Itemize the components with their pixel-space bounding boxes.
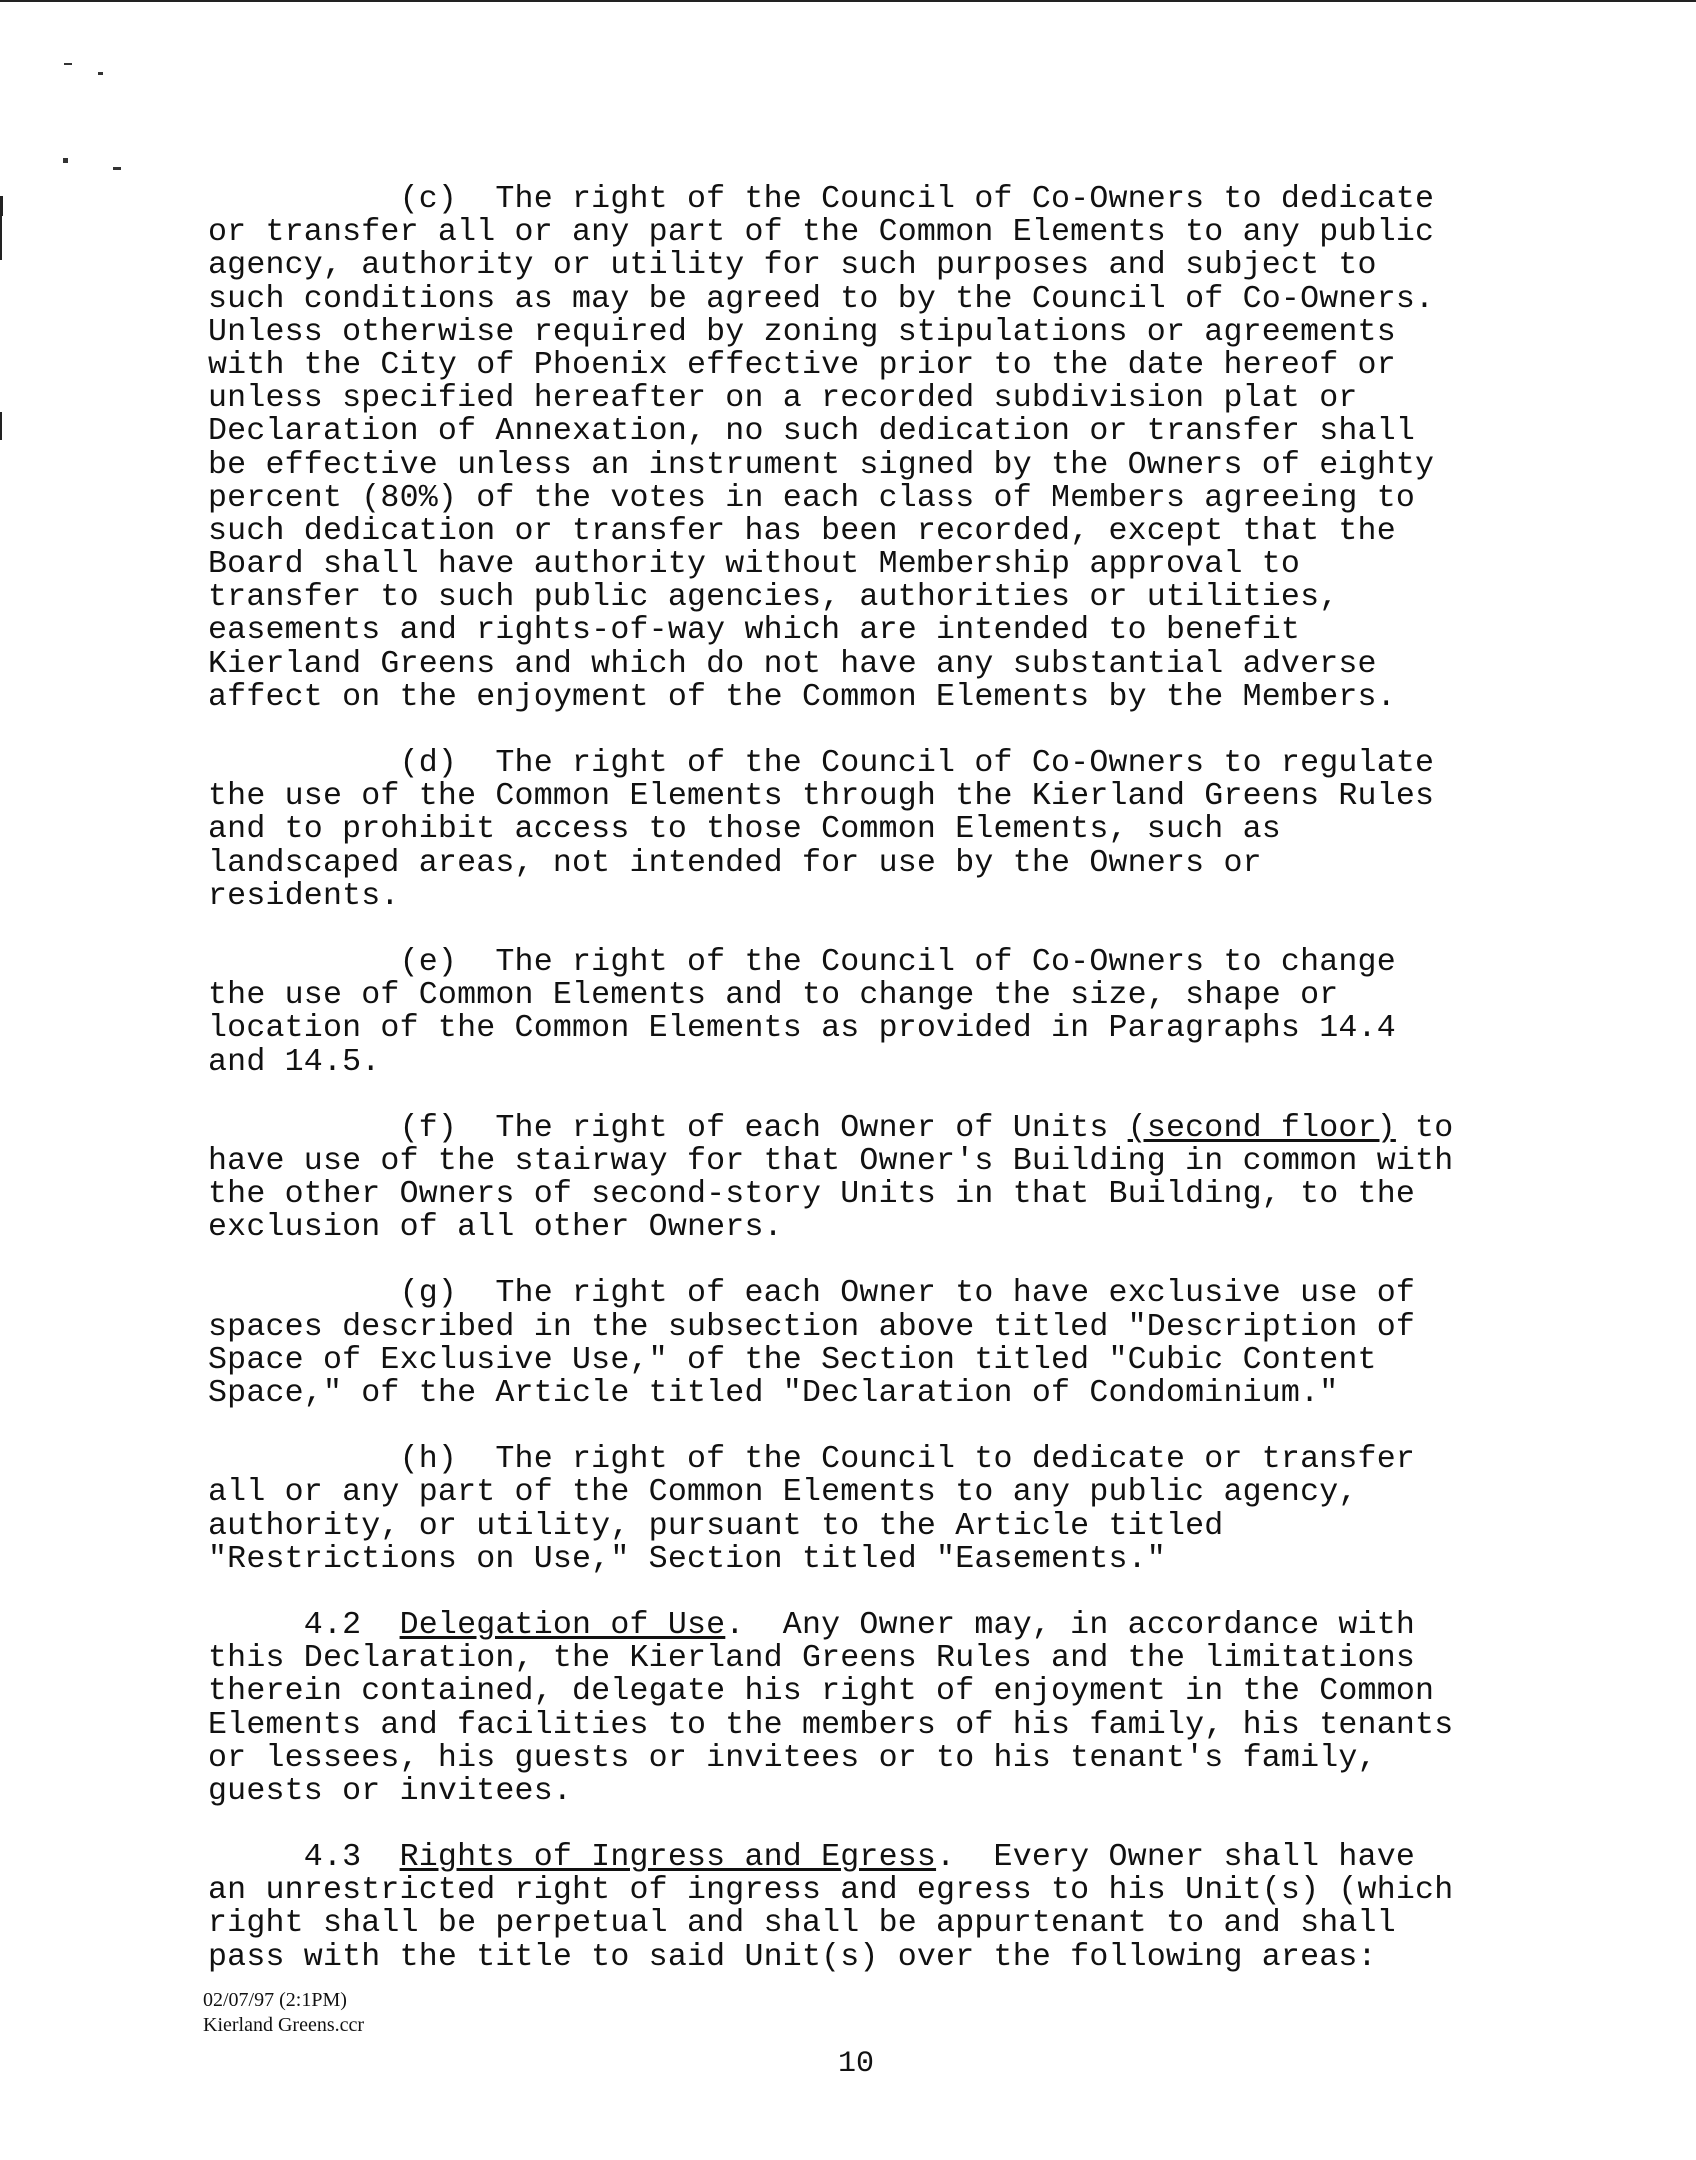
page-number: 10 — [838, 2047, 875, 2081]
text-line — [208, 946, 1528, 979]
text-segment: Kierland Greens and which do not have any substantial adverse — [208, 646, 1377, 682]
paragraph-4-2 — [208, 1609, 1528, 1808]
text-line — [208, 1277, 1528, 1310]
text-segment: Space," of the Article titled "Declaration of Condominium." — [208, 1376, 1339, 1411]
text-line — [208, 581, 1528, 614]
text-line — [208, 1609, 1528, 1642]
text-line — [208, 847, 1528, 880]
text-line — [208, 183, 1528, 216]
text-line — [208, 1476, 1528, 1509]
text-segment: residents. — [208, 878, 400, 914]
text-line — [208, 216, 1528, 249]
text-line — [208, 1642, 1528, 1675]
paragraph-4-3 — [208, 1841, 1528, 1974]
text-segment: pass with the title to said Unit(s) over the following areas: — [208, 1939, 1377, 1975]
text-line — [208, 548, 1528, 581]
text-line — [208, 780, 1528, 813]
text-line — [208, 482, 1528, 515]
text-line — [208, 1344, 1528, 1377]
text-segment: therein contained, delegate his right of enjoyment in the Common — [208, 1674, 1435, 1710]
text-segment: this Declaration, the Kierland Greens Rules and the limitations — [208, 1641, 1416, 1677]
text-line — [208, 648, 1528, 681]
scan-edge-mark — [0, 216, 2, 260]
text-line — [208, 1941, 1528, 1974]
scan-edge-mark — [0, 196, 3, 216]
text-segment: 4.2 — [208, 1607, 400, 1643]
scan-speck — [63, 158, 68, 163]
underlined-heading: Rights of Ingress and Egress — [399, 1840, 937, 1876]
text-segment: (f) The right of each Owner of Units — [208, 1110, 1128, 1146]
text-segment: have use of the stairway for that Owner's Building in common with — [208, 1143, 1454, 1179]
text-segment: 4.3 — [208, 1840, 400, 1876]
scan-edge-mark — [0, 412, 2, 440]
text-segment: transfer to such public agencies, authorities or utilities, — [208, 580, 1339, 616]
text-line — [208, 1510, 1528, 1543]
text-segment: Board shall have authority without Membership approval to — [208, 547, 1301, 583]
text-line — [208, 1841, 1528, 1874]
text-segment: all or any part of the Common Elements to any public agency, — [208, 1475, 1358, 1511]
text-segment: (e) The right of the Council of Co-Owners to change — [208, 944, 1396, 980]
text-segment: an unrestricted right of ingress and egress to his Unit(s) (which — [208, 1873, 1454, 1909]
text-segment: "Restrictions on Use," Section titled "Easements." — [208, 1541, 1166, 1577]
text-segment: . Every Owner shall have — [936, 1840, 1416, 1876]
text-segment: be effective unless an instrument signed by the Owners of eighty — [208, 447, 1435, 483]
text-segment: and 14.5. — [208, 1044, 381, 1080]
text-line — [208, 1874, 1528, 1907]
text-line — [208, 1211, 1528, 1244]
document-footer — [203, 1988, 364, 2038]
text-line — [208, 614, 1528, 647]
text-line — [208, 1311, 1528, 1344]
text-line — [208, 1443, 1528, 1476]
text-line — [208, 1145, 1528, 1178]
text-line — [208, 681, 1528, 714]
text-segment: guests or invitees. — [208, 1773, 573, 1809]
text-segment: such dedication or transfer has been recorded, except that the — [208, 513, 1396, 549]
text-segment: (h) The right of the Council to dedicate or transfer — [208, 1442, 1416, 1478]
paragraph-e — [208, 946, 1528, 1079]
text-line — [208, 415, 1528, 448]
scan-top-border — [0, 0, 1696, 2]
document-body — [208, 183, 1528, 2007]
text-segment: Elements and facilities to the members of his family, his tenants — [208, 1707, 1454, 1743]
text-segment: easements and rights-of-way which are intended to benefit — [208, 613, 1301, 649]
text-segment: (c) The right of the Council of Co-Owners to dedicate — [208, 182, 1435, 217]
footer-timestamp: 02/07/97 (2:1PM) — [203, 1989, 347, 2011]
text-line — [208, 515, 1528, 548]
text-line — [208, 979, 1528, 1012]
text-line — [208, 1046, 1528, 1079]
text-segment: exclusion of all other Owners. — [208, 1210, 783, 1246]
text-segment: the use of Common Elements and to change the size, shape or — [208, 978, 1339, 1014]
text-line — [208, 1742, 1528, 1775]
paragraph-h — [208, 1443, 1528, 1576]
scan-speck — [113, 167, 121, 170]
text-segment: authority, or utility, pursuant to the Article titled — [208, 1508, 1224, 1544]
text-line — [208, 1012, 1528, 1045]
text-line — [208, 880, 1528, 913]
scan-speck — [64, 63, 72, 65]
text-segment: the use of the Common Elements through the Kierland Greens Rules — [208, 779, 1435, 815]
paragraph-f — [208, 1112, 1528, 1245]
text-segment: (g) The right of each Owner to have exclusive use of — [208, 1276, 1416, 1312]
text-line — [208, 1709, 1528, 1742]
text-segment: or lessees, his guests or invitees or to his tenant's family, — [208, 1740, 1377, 1776]
text-segment: the other Owners of second-story Units in that Building, to the — [208, 1177, 1416, 1213]
text-line — [208, 1377, 1528, 1410]
text-line — [208, 1675, 1528, 1708]
text-segment: unless specified hereafter on a recorded subdivision plat or — [208, 381, 1358, 417]
text-segment: Declaration of Annexation, no such dedication or transfer shall — [208, 414, 1416, 450]
text-line — [208, 283, 1528, 316]
text-segment: Space of Exclusive Use," of the Section titled "Cubic Content — [208, 1342, 1377, 1378]
paragraph-g — [208, 1277, 1528, 1410]
footer-filename: Kierland Greens.ccr — [203, 2014, 365, 2036]
scan-speck — [98, 72, 103, 75]
text-line — [208, 349, 1528, 382]
text-segment: spaces described in the subsection above titled "Description of — [208, 1309, 1416, 1345]
paragraph-d — [208, 747, 1528, 913]
text-segment: or transfer all or any part of the Common Elements to any public — [208, 215, 1435, 251]
text-line — [208, 747, 1528, 780]
paragraph-c — [208, 183, 1528, 714]
text-line — [208, 1178, 1528, 1211]
underlined-heading: (second floor) — [1127, 1110, 1396, 1146]
text-line — [208, 1775, 1528, 1808]
text-segment: and to prohibit access to those Common Elements, such as — [208, 812, 1281, 848]
text-line — [208, 1907, 1528, 1940]
text-segment: to — [1395, 1110, 1454, 1146]
text-line — [208, 316, 1528, 349]
text-segment: with the City of Phoenix effective prior to the date hereof or — [208, 347, 1396, 383]
text-line — [208, 1543, 1528, 1576]
text-line — [208, 1112, 1528, 1145]
text-segment: (d) The right of the Council of Co-Owners to regulate — [208, 746, 1435, 781]
text-segment: . Any Owner may, in accordance with — [725, 1607, 1416, 1643]
underlined-heading: Delegation of Use — [399, 1607, 726, 1643]
text-line — [208, 449, 1528, 482]
text-segment: affect on the enjoyment of the Common Elements by the Members. — [208, 679, 1396, 715]
text-segment: percent (80%) of the votes in each class of Members agreeing to — [208, 480, 1416, 516]
text-segment: such conditions as may be agreed to by the Council of Co-Owners. — [208, 281, 1435, 317]
text-segment: landscaped areas, not intended for use by the Owners or — [208, 845, 1262, 881]
text-segment: right shall be perpetual and shall be appurtenant to and shall — [208, 1906, 1396, 1942]
text-segment: Unless otherwise required by zoning stipulations or agreements — [208, 314, 1396, 350]
text-line — [208, 382, 1528, 415]
text-line — [208, 813, 1528, 846]
text-line — [208, 249, 1528, 282]
text-segment: location of the Common Elements as provided in Paragraphs 14.4 — [208, 1011, 1396, 1047]
text-segment: agency, authority or utility for such purposes and subject to — [208, 248, 1377, 284]
